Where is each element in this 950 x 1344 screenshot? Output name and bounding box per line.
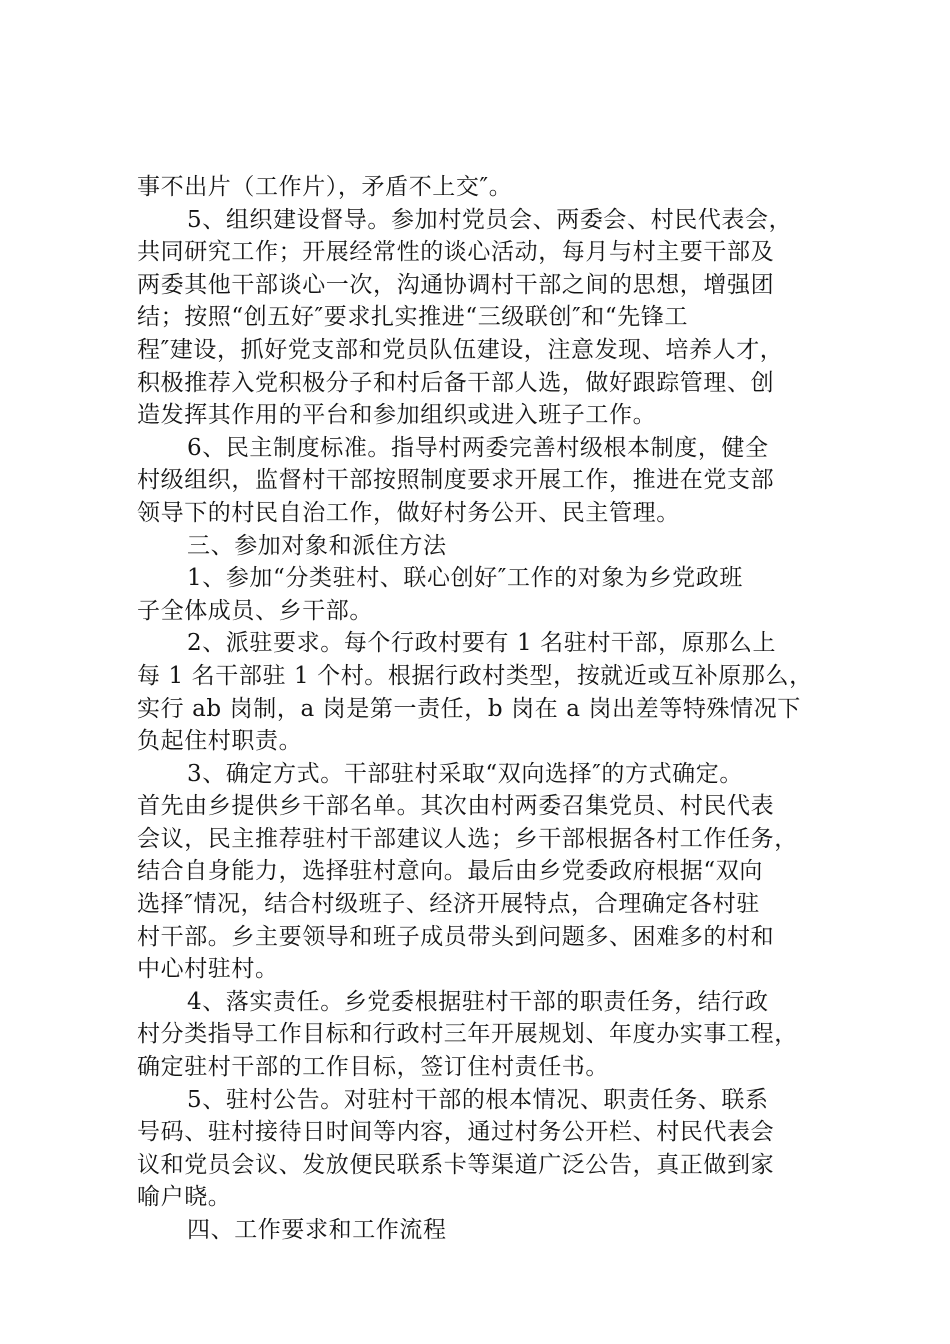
text-line: 村干部。乡主要领导和班子成员带头到问题多、困难多的村和: [137, 923, 775, 950]
text-line: 选择″情况，结合村级班子、经济开展特点，合理确定各村驻: [137, 891, 760, 918]
text-line: 四、工作要求和工作流程: [187, 1217, 447, 1243]
text-line: 1、参加“分类驻村、联心创好″工作的对象为乡党政班: [187, 565, 743, 592]
text-line: 2、派驻要求。每个行政村要有 1 名驻村干部，原那么上: [187, 630, 777, 657]
text-line: 村分类指导工作目标和行政村三年开展规划、年度办实事工程，: [137, 1021, 798, 1048]
text-line: 负起住村职责。: [137, 728, 303, 755]
text-line: 5、组织建设督导。参加村党员会、两委会、村民代表会，: [187, 206, 793, 233]
text-line: 程″建设，抓好党支部和党员队伍建设，注意发现、培养人才，: [137, 336, 784, 363]
text-line: 共同研究工作；开展经常性的谈心活动，每月与村主要干部及: [137, 239, 775, 266]
text-line: 3、确定方式。干部驻村采取“双向选择″的方式确定。: [187, 760, 743, 787]
text-line: 首先由乡提供乡干部名单。其次由村两委召集党员、村民代表: [137, 793, 775, 820]
text-line: 议和党员会议、发放便民联系卡等渠道广泛公告，真正做到家: [137, 1151, 775, 1178]
text-line: 积极推荐入党积极分子和村后备干部人选，做好跟踪管理、创: [137, 369, 775, 396]
text-line: 事不出片（工作片），矛盾不上交″。: [137, 174, 513, 200]
text-line: 会议，民主推荐驻村干部建议人选；乡干部根据各村工作任务，: [137, 825, 798, 852]
text-line: 结合自身能力，选择驻村意向。最后由乡党委政府根据“双向: [137, 858, 763, 885]
text-line: 5、驻村公告。对驻村干部的根本情况、职责任务、联系: [187, 1086, 769, 1113]
text-line: 两委其他干部谈心一次，沟通协调村干部之间的思想，增强团: [137, 271, 775, 298]
text-line: 三、参加对象和派住方法: [187, 532, 447, 559]
text-line: 子全体成员、乡干部。: [137, 597, 373, 624]
text-line: 喻户晓。: [137, 1184, 232, 1211]
text-line: 号码、驻村接待日时间等内容，通过村务公开栏、村民代表会: [137, 1119, 775, 1146]
text-line: 实行 ab 岗制，a 岗是第一责任，b 岗在 a 岗出差等特殊情况下: [137, 695, 801, 722]
text-line: 造发挥其作用的平台和参加组织或进入班子工作。: [137, 402, 657, 429]
text-line: 4、落实责任。乡党委根据驻村干部的职责任务，结行政: [187, 988, 769, 1015]
text-line: 领导下的村民自治工作，做好村务公开、民主管理。: [137, 499, 680, 526]
text-line: 村级组织，监督村干部按照制度要求开展工作，推进在党支部: [137, 467, 775, 494]
text-line: 中心村驻村。: [137, 956, 279, 983]
document-body: [137, 171, 837, 1247]
text-line: 结；按照“创五好″要求扎实推进“三级联创″和“先锋工: [137, 304, 689, 331]
text-line: 每 1 名干部驻 1 个村。根据行政村类型，按就近或互补原那么，: [137, 662, 813, 689]
text-line: 6、民主制度标准。指导村两委完善村级根本制度，健全: [187, 434, 769, 461]
text-line: 确定驻村干部的工作目标，签订住村责任书。: [137, 1054, 609, 1081]
